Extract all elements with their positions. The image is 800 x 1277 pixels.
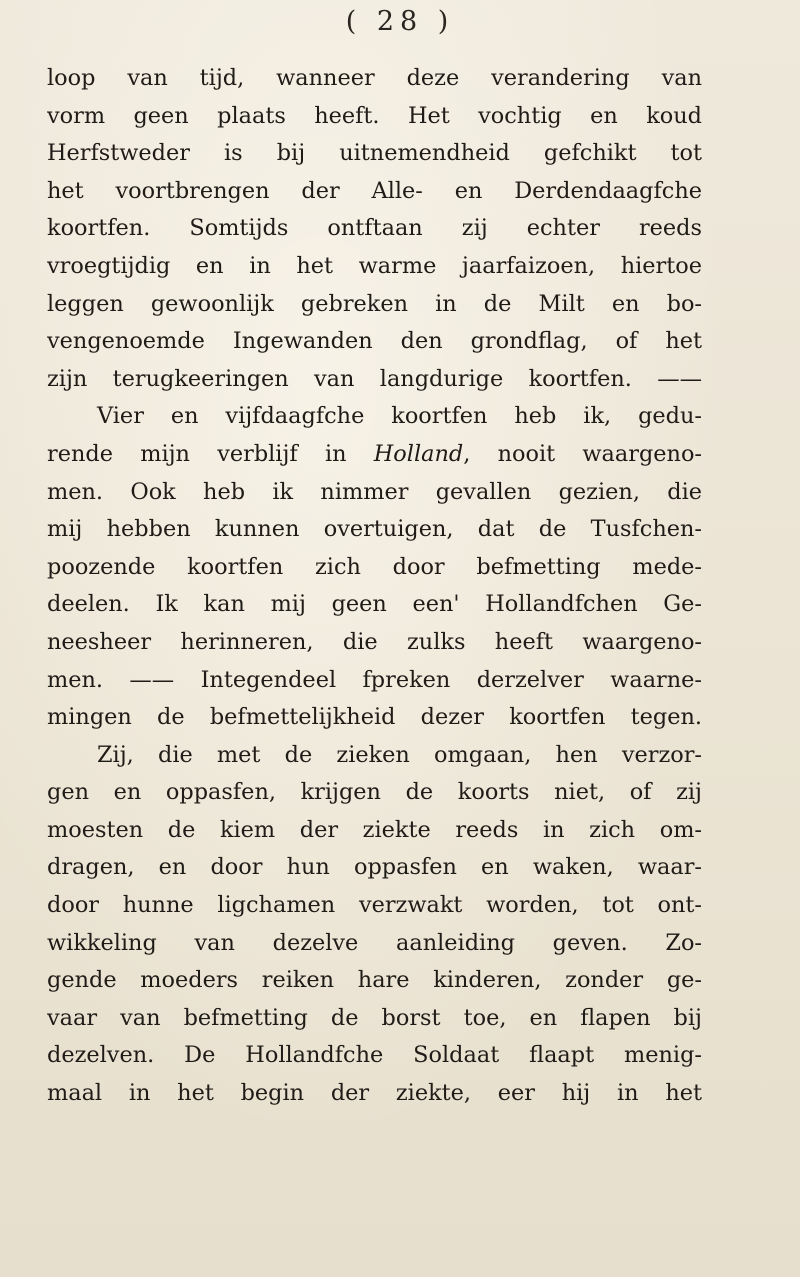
text-line	[47, 98, 702, 136]
line-text: wikkeling van dezelve aanleiding geven. Zo-	[47, 929, 702, 956]
text-line	[47, 398, 702, 436]
text-line	[47, 173, 702, 211]
line-text: moesten de kiem der ziekte reeds in zich om-	[47, 816, 702, 843]
line-text: zijn terugkeeringen van langdurige koortfen. ——	[47, 365, 702, 392]
line-text: het voortbrengen der Alle- en Derdendaagfche	[47, 177, 702, 204]
text-line	[47, 1037, 702, 1075]
text-line	[47, 248, 702, 286]
text-line	[47, 737, 702, 775]
line-text: men. Ook heb ik nimmer gevallen gezien, die	[47, 478, 702, 505]
text-line	[47, 135, 702, 173]
text-line	[47, 774, 702, 812]
text-line	[47, 812, 702, 850]
line-text: Vier en vijfdaagfche koortfen heb ik, gedu-	[97, 403, 702, 430]
text-line	[47, 549, 702, 587]
text-line	[47, 210, 702, 248]
text-line	[47, 887, 702, 925]
text-line	[47, 925, 702, 963]
text-line	[47, 662, 702, 700]
line-text: maal in het begin der ziekte, eer hij in het	[47, 1080, 702, 1107]
line-text: koortfen. Somtijds ontftaan zij echter reeds	[47, 215, 702, 242]
text-line	[47, 624, 702, 662]
line-text: leggen gewoonlijk gebreken in de Milt en bo-	[47, 290, 702, 317]
text-line	[47, 511, 702, 549]
line-text-after: , nooit waargeno-	[463, 440, 702, 467]
line-text: gen en oppasfen, krijgen de koorts niet, of zij	[47, 779, 702, 806]
line-text: door hunne ligchamen verzwakt worden, tot ont-	[47, 892, 702, 919]
line-text: loop van tijd, wanneer deze verandering van	[47, 65, 702, 91]
text-line	[47, 60, 702, 98]
text-line	[47, 323, 702, 361]
text-line	[47, 699, 702, 737]
text-line	[47, 1075, 702, 1113]
line-text-before: rende mijn verblijf in	[47, 440, 374, 467]
line-text: vorm geen plaats heeft. Het vochtig en koud	[47, 102, 702, 129]
line-text: mij hebben kunnen overtuigen, dat de Tusfchen-	[47, 516, 702, 543]
line-text: vaar van befmetting de borst toe, en flapen bij	[47, 1004, 702, 1031]
line-text: Zij, die met de zieken omgaan, hen verzor-	[97, 741, 702, 768]
line-text: Herfstweder is bij uitnemendheid gefchikt tot	[47, 140, 702, 167]
line-text: men. —— Integendeel fpreken derzelver waarne-	[47, 666, 702, 693]
line-text: gende moeders reiken hare kinderen, zonder ge-	[47, 967, 702, 994]
text-line	[47, 586, 702, 624]
line-text: deelen. Ik kan mij geen een' Hollandfchen Ge-	[47, 591, 702, 618]
text-line	[47, 962, 702, 1000]
line-text: dezelven. De Hollandfche Soldaat flaapt menig-	[47, 1042, 702, 1069]
italic-word-holland: Holland	[373, 440, 464, 467]
text-line	[47, 361, 702, 399]
line-text: poozende koortfen zich door befmetting mede-	[47, 553, 702, 580]
line-text: dragen, en door hun oppasfen en waken, waar-	[47, 854, 702, 881]
text-line	[47, 474, 702, 512]
page-number: ( 28 )	[345, 6, 455, 37]
line-text: neesheer herinneren, die zulks heeft waargeno-	[47, 628, 702, 655]
text-line	[47, 286, 702, 324]
line-text: vroegtijdig en in het warme jaarfaizoen, hiertoe	[47, 252, 702, 279]
text-line	[47, 849, 702, 887]
line-text: mingen de befmettelijkheid dezer koortfen tegen.	[47, 704, 702, 731]
body-text	[47, 60, 702, 1113]
text-line	[47, 1000, 702, 1038]
line-text: vengenoemde Ingewanden den grondflag, of het	[47, 328, 702, 355]
text-line	[47, 436, 702, 474]
